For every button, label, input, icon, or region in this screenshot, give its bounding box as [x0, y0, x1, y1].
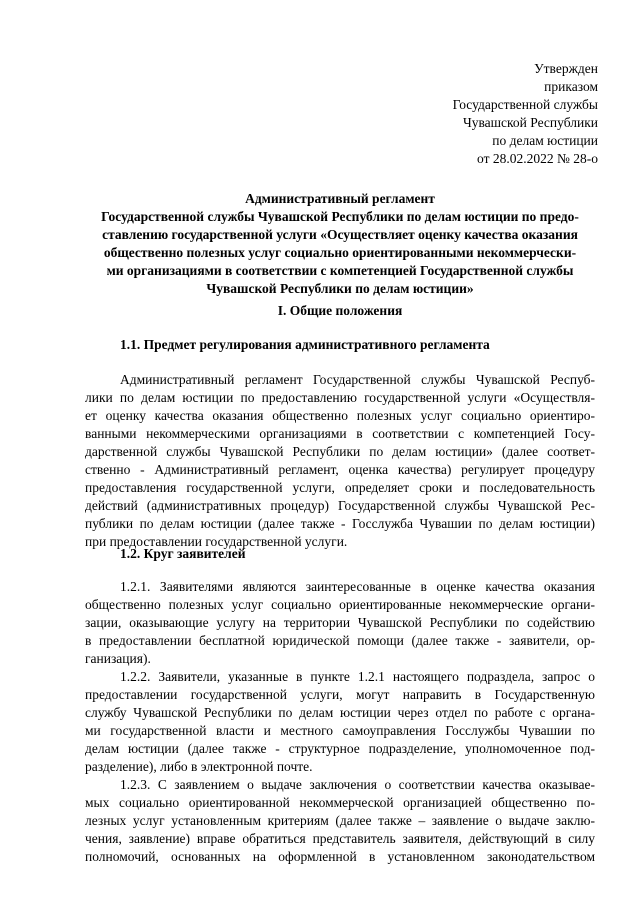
text-line: ганизация). [85, 651, 151, 666]
title-line: общественно полезных услуг социально ориентированными некоммерчески- [103, 245, 577, 260]
approval-line: Утвержден [534, 61, 598, 76]
text-line: зации, оказывающие услугу на территории Чувашской Республики по содействию [85, 615, 595, 630]
text-line: в предоставлении бесплатной юридической помощи (далее также - заявители, ор- [85, 633, 595, 648]
text-line: лезных услуг установленным критериям (далее также – заявление о выдаче заклю- [85, 813, 595, 828]
text-line: ванными некоммерческими организациями в соответствии с компетенцией Госу- [85, 426, 595, 441]
approval-stamp [453, 60, 598, 168]
approval-line: Чувашской Республики [462, 115, 598, 130]
text-line: делам юстиции (далее также - структурное подразделение, уполномоченное под- [85, 741, 595, 756]
title-line: Государственной службы Чувашской Республики по делам юстиции по предо- [101, 209, 579, 224]
text-line: действий (административных процедур) Государственной службы Чувашской Рес- [85, 498, 595, 513]
text-line: 1.2.1. Заявителями являются заинтересованные в оценке качества оказания [120, 579, 595, 594]
text-line: службу Чувашской Республики по делам юстиции через отдел по работе с органа- [85, 705, 595, 720]
text-line: мых социально ориентированной некоммерческой организацией общественно по- [85, 795, 595, 810]
title-line: Чувашской Республики по делам юстиции» [206, 281, 474, 296]
text-line: 1.2.2. Заявители, указанные в пункте 1.2.1 настоящего подраздела, запрос о [120, 669, 595, 684]
text-line: Административный регламент Государственной службы Чувашской Респуб- [120, 372, 595, 387]
title-line: Административный регламент [245, 191, 435, 206]
title-line: ми организациями в соответствии с компетенцией Государственной службы [106, 263, 574, 278]
text-line: общественно полезных услуг социально ориентированные некоммерческие органи- [85, 597, 595, 612]
text-line: публики по делам юстиции (далее также - Госслужба Чувашии по делам юстиции) [85, 516, 595, 531]
approval-line: Государственной службы [452, 97, 598, 112]
text-line: предоставлении государственной услуги, могут направить в Государственную [85, 687, 595, 702]
text-line: чения, заявление) вправе обратиться представитель заявителя, действующий в силу [85, 831, 595, 846]
text-line: разделение), либо в электронной почте. [85, 759, 313, 774]
approval-line: от 28.02.2022 № 28-о [477, 151, 598, 166]
document-title [85, 190, 595, 298]
text-line: полномочий, основанных на оформленной в установленном законодательством [85, 849, 595, 864]
text-line: при предоставлении государственной услуги. [85, 534, 348, 549]
text-line: ственно - Административный регламент, оценка качества) регулирует процедуру [85, 462, 595, 477]
text-line: 1.2.3. С заявлением о выдаче заключения о соответствии качества оказывае- [120, 777, 595, 792]
section-heading-general: I. Общие положения [277, 303, 403, 318]
text-line: предоставления государственной услуги, определяет сроки и последовательность [85, 480, 595, 495]
approval-line: по делам юстиции [492, 133, 598, 148]
text-line: лики по делам юстиции по предоставлению государственной услуги «Осуществля- [85, 390, 595, 405]
approval-line: приказом [544, 79, 598, 94]
text-line: ет оценку качества оказания общественно полезных услуг социально ориентиро- [85, 408, 595, 423]
text-line: дарственной службы Чувашской Республики по делам юстиции» (далее соответ- [85, 444, 595, 459]
text-line: ми государственной власти и местного самоуправления Госслужбы Чувашии по [85, 723, 595, 738]
paragraph-regulation-subject [85, 371, 595, 551]
paragraph-1-2-1 [85, 578, 595, 668]
subsection-heading-subject: 1.1. Предмет регулирования административного регламента [120, 337, 490, 352]
paragraph-1-2-3 [85, 776, 595, 866]
title-line: ставлению государственной услуги «Осуществляет оценку качества оказания [102, 227, 578, 242]
subsection-heading-applicants: 1.2. Круг заявителей [120, 546, 246, 561]
paragraph-1-2-2 [85, 668, 595, 776]
